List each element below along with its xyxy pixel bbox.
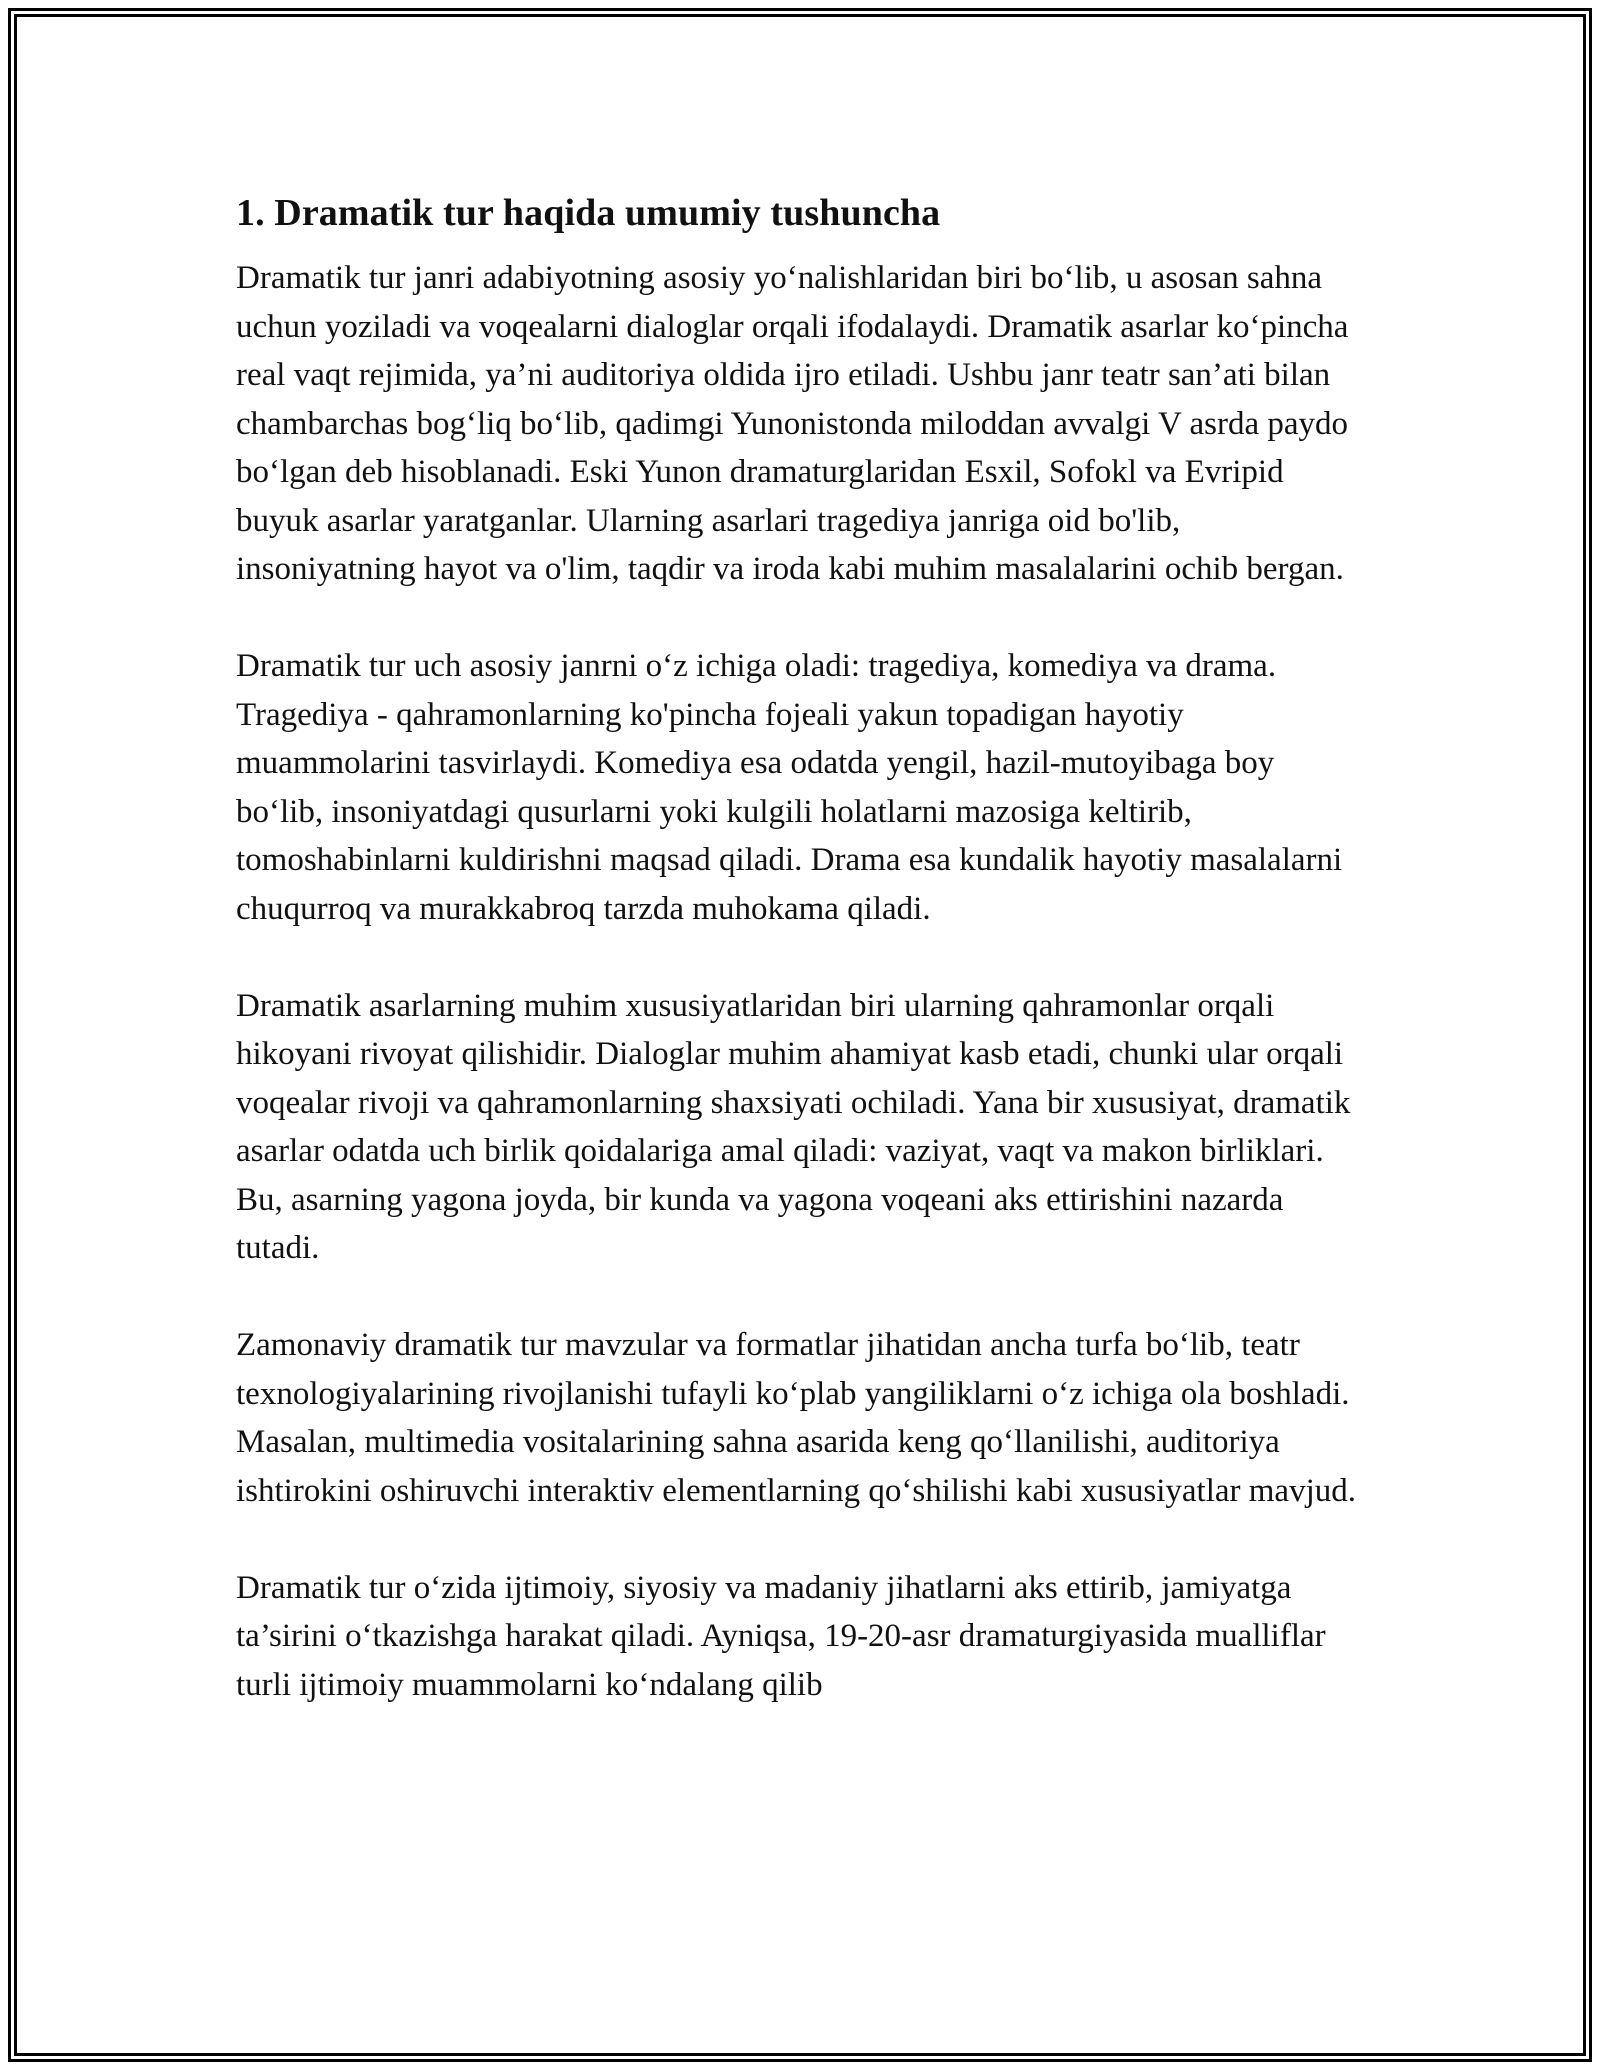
paragraph-5: Dramatik tur o‘zida ijtimoiy, siyosiy va madaniy jihatlarni aks ettirib, jamiyatga ta’sirini o‘tkazishga harakat qiladi. Ayniqsa, 19-20-asr dramaturgiyasida mualliflar turli ijtimoiy muammolarni ko‘ndalang qilib [236,1569,1326,1703]
paragraph-3: Dramatik asarlarning muhim xususiyatlaridan biri ularning qahramonlar orqali hikoyani rivoyat qilishidir. Dialoglar muhim ahamiyat kasb etadi, chunki ular orqali voqealar rivoji va qahramonlarning shaxsiyati ochiladi. Yana bir xususiyat, dramatik asarlar odatda uch birlik qoidalariga amal qiladi: vaziyat, vaqt va makon birliklari. Bu, asarning yagona joyda, bir kunda va yagona voqeani aks ettirishini nazarda tutadi. [236,987,1351,1266]
section-heading: 1. Dramatik tur haqida umumiy tushuncha [236,192,941,234]
document-body [236,186,1366,1758]
paragraph-4: Zamonaviy dramatik tur mavzular va formatlar jihatidan ancha turfa bo‘lib, teatr texnologiyalarining rivojlanishi tufayli ko‘plab yangiliklarni o‘z ichiga ola boshladi. Masalan, multimedia vositalarining sahna asarida keng qo‘llanilishi, auditoriya ishtirokini oshiruvchi interaktiv elementlarning qo‘shilishi kabi xususiyatlar mavjud. [236,1327,1356,1509]
paragraph-2: Dramatik tur uch asosiy janrni o‘z ichiga oladi: tragediya, komediya va drama. Tragediya - qahramonlarning ko'pincha fojeali yakun topadigan hayotiy muammolarini tasvirlaydi. Komediya esa odatda yengil, hazil-mutoyibaga boy bo‘lib, insoniyatdagi qusurlarni yoki kulgili holatlarni mazosiga keltirib, tomoshabinlarni kuldirishni maqsad qiladi. Drama esa kundalik hayotiy masalalarni chuqurroq va murakkabroq tarzda muhokama qiladi. [236,648,1343,927]
paragraph-1: Dramatik tur janri adabiyotning asosiy yo‘nalishlaridan biri bo‘lib, u asosan sahna uchun yoziladi va voqealarni dialoglar orqali ifodalaydi. Dramatik asarlar ko‘pincha real vaqt rejimida, ya’ni auditoriya oldida ijro etiladi. Ushbu janr teatr san’ati bilan chambarchas bog‘liq bo‘lib, qadimgi Yunonistonda miloddan avvalgi V asrda paydo bo‘lgan deb hisoblanadi. Eski Yunon dramaturglaridan Esxil, Sofokl va Evripid buyuk asarlar yaratganlar. Ularning asarlari tragediya janriga oid bo'lib, insoniyatning hayot va o'lim, taqdir va iroda kabi muhim masalalarini ochib bergan. [236,260,1349,587]
